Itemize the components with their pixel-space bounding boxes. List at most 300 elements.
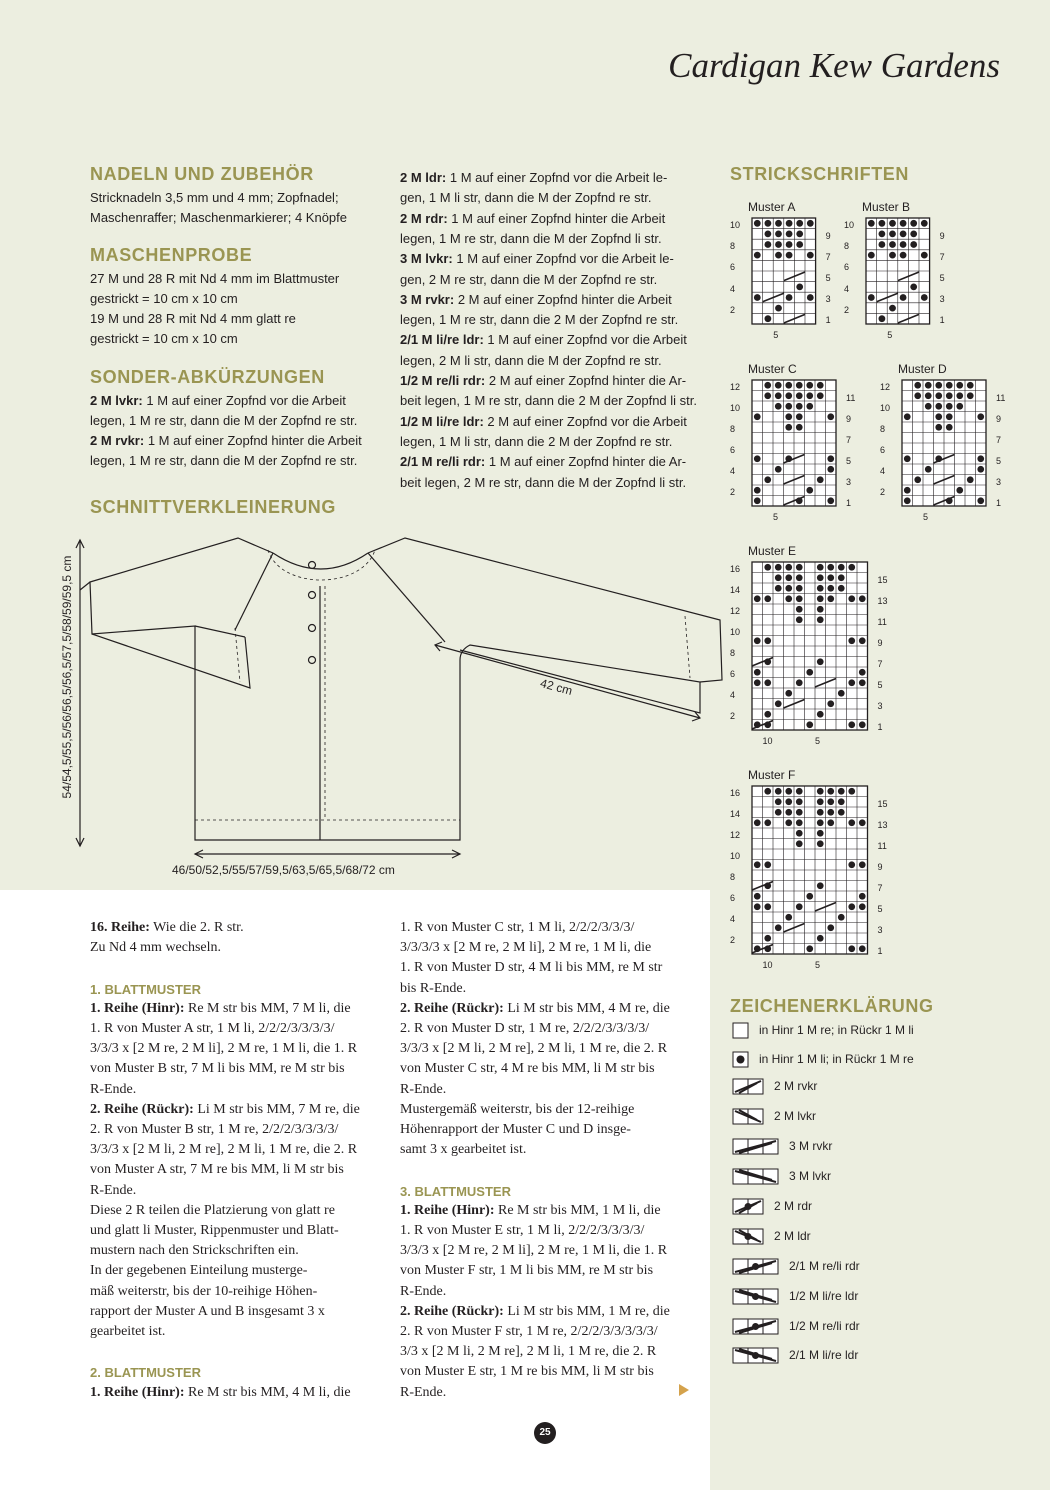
abbrev-item-line: legen, 1 M re str, dann die M der Zopfnd re str. [90,413,358,428]
chart-stitch-number: 5 [887,330,893,340]
chart-row-number: 15 [877,574,888,585]
purl-dot [775,466,782,473]
instruction-line: Mustergemäß weiterstr, bis der 12-reihige [400,1101,635,1117]
chart-row-number: 10 [730,627,741,637]
purl-dot [935,424,942,431]
purl-dot [775,231,782,238]
purl-dot [827,819,834,826]
purl-dot [910,241,917,248]
chart-row-number: 2 [730,711,736,721]
chart-title: Muster F [748,768,796,782]
cable-12-ldr-icon [732,1288,779,1305]
cable-2m-lvkr-icon [732,1108,764,1125]
instruction-line: 1. Reihe (Hinr): Re M str bis MM, 1 M li, die [400,1202,661,1218]
purl-dot [925,466,932,473]
purl-dot [935,403,942,410]
chart-row-number: 4 [844,283,850,294]
chart-row-number: 9 [996,413,1002,424]
chart-row-number: 9 [846,413,852,424]
purl-dot [868,220,875,227]
needles-heading: NADELN UND ZUBEHÖR [90,164,314,184]
chart-grid [751,217,817,325]
instruction-line: von Muster C str, 4 M re bis MM, li M str bis [400,1061,655,1077]
chart-row-number: 7 [877,882,883,893]
chart-row-number: 2 [730,304,736,315]
purl-dot [764,679,771,686]
purl-dot [817,392,824,399]
purl-dot [764,861,771,868]
instruction-heading: 3. BLATTMUSTER [400,1183,511,1199]
purl-dot [764,819,771,826]
abbrev-item: 2 M lvkr: 1 M auf einer Zopfnd vor die Arbeit [90,393,346,408]
chart-stitch-number: 5 [773,512,779,522]
purl-dot [946,413,953,420]
purl-dot [859,903,866,910]
chart-row-number: 13 [877,819,888,830]
purl-dot [806,403,813,410]
purl-dot [904,455,911,462]
chart-row-number: 2 [730,487,736,497]
chart-stitch-number: 5 [815,960,821,970]
purl-dot [848,945,855,952]
purl-dot [806,382,813,389]
chart-row-number: 16 [730,564,741,574]
purl-dot [786,231,793,238]
purl-dot [817,819,824,826]
continue-arrow-icon [679,1384,689,1396]
purl-dot [967,476,974,483]
purl-dot [859,893,866,900]
purl-dot [879,231,886,238]
chart-row-number: 3 [825,294,831,305]
purl-dot [775,220,782,227]
chart-row-number: 1 [846,497,852,508]
purl-dot [827,924,834,931]
chart-row-number: 9 [825,230,831,241]
purl-dot [785,424,792,431]
chart-row-number: 1 [877,721,883,732]
purl-dot [785,564,792,571]
purl-dot [764,382,771,389]
instruction-line: R-Ende. [400,1081,447,1097]
purl-dot [967,382,974,389]
chart-row-number: 5 [939,273,945,283]
purl-dot [796,679,803,686]
charts-heading: STRICKSCHRIFTEN [730,164,909,184]
purl-dot [935,382,942,389]
purl-dot [879,220,886,227]
page-title: Cardigan Kew Gardens [668,46,1000,85]
purl-dot [817,788,824,795]
chart-row-number: 11 [877,840,887,851]
purl-dot [889,305,896,312]
chart-row-number: 5 [996,455,1002,466]
purl-dot [848,861,855,868]
purl-dot [817,658,824,665]
chart-row-number: 3 [846,476,852,487]
purl-dot [796,830,803,837]
chart-row-number: 6 [880,445,886,455]
purl-dot [786,220,793,227]
purl-dot [796,616,803,623]
cable-2m-rdr-icon [732,1198,764,1215]
instruction-line: 1. R von Muster E str, 1 M li, 2/2/2/3/3/3/3/ [400,1223,645,1238]
chart-row-number: 10 [844,220,855,230]
purl-dot [796,809,803,816]
purl-dot [921,220,928,227]
purl-dot [879,241,886,248]
gauge-heading: MASCHENPROBE [90,245,253,265]
purl-dot [806,392,813,399]
purl-dot [910,220,917,227]
purl-dot [977,413,984,420]
purl-dot [977,466,984,473]
purl-dot [807,252,814,259]
instruction-line: mustern nach den Strickschriften ein. [90,1243,299,1259]
legend-label: 3 M rvkr [789,1139,833,1153]
chart-row-number: 6 [730,669,736,679]
abbrev2-item-line: legen, 1 M re str, dann die 2 M der Zopfnd re str. [400,312,679,328]
purl-dot [754,669,761,676]
chart-row-number: 13 [877,595,888,606]
purl-dot [754,413,761,420]
purl-dot [925,382,932,389]
chart-row-number: 10 [730,220,741,230]
purl-dot [977,455,984,462]
purl-dot [796,564,803,571]
instruction-heading: 1. BLATTMUSTER [90,981,201,997]
purl-dot [806,669,813,676]
length-label: 54/54,5/55,5/56/56,5/56,5/57,5/58/59/59,5 cm [60,555,74,799]
purl-dot [807,220,814,227]
chart-row-number: 10 [730,403,741,413]
purl-dot [806,893,813,900]
purl-dot [967,392,974,399]
page-number: 25 [534,1422,556,1444]
purl-dot [775,382,782,389]
purl-dot [796,798,803,805]
purl-dot [827,497,834,504]
purl-dot [765,241,772,248]
instruction-line: 1. R von Muster D str, 4 M li bis MM, re M str [400,960,663,976]
instruction-line: Höhenrapport der Muster C und D insge- [400,1122,631,1137]
purl-dot [838,564,845,571]
chart-row-number: 4 [880,466,886,476]
cable-21-ldr-icon [732,1347,779,1364]
purl-dot [900,231,907,238]
abbrev2-item: 1/2 M li/re ldr: 2 M auf einer Zopfnd vor die Arbeit [400,413,687,429]
cable-3m-rvkr-icon [732,1138,779,1155]
purl-dot [796,788,803,795]
purl-dot [775,574,782,581]
purl-dot [765,315,772,322]
purl-dot [786,294,793,301]
purl-dot [764,637,771,644]
chart-row-number: 1 [877,945,883,956]
instruction-heading: 2. BLATTMUSTER [90,1365,201,1381]
instruction-line: von Muster B str, 7 M li bis MM, re M str bis [90,1061,345,1077]
purl-dot [775,924,782,931]
purl-dot [817,606,824,613]
abbrev-heading: SONDER-ABKÜRZUNGEN [90,367,325,387]
abbrev2-item: 2 M rdr: 1 M auf einer Zopfnd hinter die Arbeit [400,210,666,226]
purl-dot [859,679,866,686]
instruction-line: Diese 2 R teilen die Platzierung von glatt re [90,1202,335,1218]
instruction-line: 2. R von Muster B str, 1 M re, 2/2/2/3/3/3/3/ [90,1122,339,1137]
purl-dot [796,382,803,389]
purl-dot [764,935,771,942]
legend-label: 1/2 M re/li rdr [789,1319,860,1333]
legend-label: in Hinr 1 M li; in Rückr 1 M re [759,1052,914,1066]
purl-dot [817,585,824,592]
instruction-line: 2. R von Muster F str, 1 M re, 2/2/2/3/3/3/3/3/ [400,1324,658,1339]
chart-row-number: 9 [877,637,883,648]
chart-row-number: 12 [730,382,741,392]
chart-row-number: 7 [877,658,883,669]
purl-dot [946,392,953,399]
filled-dot-square-icon [732,1051,749,1068]
cable-21-rdr-icon [732,1258,779,1275]
legend-label: 1/2 M li/re ldr [789,1289,859,1303]
chart-row-number: 12 [730,606,741,616]
chart-row-number: 2 [730,935,736,945]
chart-row-number: 8 [730,424,736,434]
purl-dot [859,721,866,728]
purl-dot [914,382,921,389]
purl-dot [827,585,834,592]
purl-dot [946,382,953,389]
instruction-line: mäß weiterstr, bis der 10-reihige Höhen- [90,1283,318,1299]
purl-dot [859,945,866,952]
purl-dot [904,413,911,420]
chart-row-number: 1 [825,315,831,326]
chart-row-number: 5 [877,903,883,914]
purl-dot [889,252,896,259]
purl-dot [775,788,782,795]
chart-row-number: 4 [730,914,736,924]
legend-heading: ZEICHENERKLÄRUNG [730,996,934,1016]
purl-dot [817,476,824,483]
purl-dot [765,231,772,238]
purl-dot [921,252,928,259]
instruction-line: 1. Reihe (Hinr): Re M str bis MM, 7 M li, die [90,1000,351,1016]
purl-dot [956,392,963,399]
instruction-line: samt 3 x gearbeitet ist. [400,1142,527,1158]
chart-row-number: 12 [730,830,741,840]
purl-dot [775,798,782,805]
abbrev2-item: 2/1 M li/re ldr: 1 M auf einer Zopfnd vor die Arbeit [400,332,687,348]
chart-row-number: 4 [730,466,736,476]
purl-dot [827,564,834,571]
chart-stitch-number: 5 [815,736,821,746]
chart-row-number: 8 [730,241,736,252]
chart-row-number: 6 [730,445,736,455]
instruction-line: von Muster E str, 1 M re bis MM, li M str bis [400,1364,654,1380]
instruction-line: In der gegebenen Einteilung musterge- [90,1263,308,1279]
abbrev2-item-line: legen, 2 M li str, dann die M der Zopfnd re str. [400,352,662,368]
cable-2m-ldr-icon [732,1228,764,1245]
chart-stitch-number: 10 [762,960,773,970]
purl-dot [785,403,792,410]
chart-row-number: 7 [939,251,945,262]
chart-row-number: 5 [825,273,831,283]
purl-dot [775,305,782,312]
chart-title: Muster C [748,362,797,376]
purl-dot [879,315,886,322]
purl-dot [827,809,834,816]
purl-dot [775,252,782,259]
chart-row-number: 8 [730,872,736,882]
purl-dot [775,403,782,410]
purl-dot [785,798,792,805]
purl-dot [889,241,896,248]
purl-dot [764,476,771,483]
purl-dot [910,284,917,291]
purl-dot [904,497,911,504]
chart-stitch-number: 5 [773,330,779,340]
instruction-line: 3/3 x [2 M li, 2 M re], 2 M li, 1 M re, die 2. R [400,1344,657,1360]
purl-dot [935,392,942,399]
purl-dot [796,284,803,291]
instruction-line: 16. Reihe: Wie die 2. R str. [90,920,244,935]
purl-dot [827,595,834,602]
chart-row-number: 14 [730,809,741,819]
purl-dot [754,893,761,900]
purl-dot [838,585,845,592]
purl-dot [900,220,907,227]
chart-row-number: 6 [730,893,736,903]
purl-dot [775,809,782,816]
empty-square-icon [732,1022,749,1039]
width-label: 46/50/52,5/55/57/59,5/63,5/65,5/68/72 cm [172,863,395,877]
gauge-line-1: 27 M und 28 R mit Nd 4 mm im Blattmuster [90,271,340,286]
purl-dot [946,424,953,431]
chart-title: Muster A [748,200,796,214]
abbrev-item: 2 M rvkr: 1 M auf einer Zopfnd hinter die Arbeit [90,433,362,448]
purl-dot [754,487,761,494]
purl-dot [765,220,772,227]
chart-row-number: 3 [877,924,883,935]
purl-dot [775,585,782,592]
purl-dot [785,819,792,826]
purl-dot [848,679,855,686]
sleeve-length-label: 42 cm [538,676,574,698]
purl-dot [956,382,963,389]
chart-row-number: 4 [730,690,736,700]
purl-dot [786,252,793,259]
chart-row-number: 8 [880,424,886,434]
purl-dot [754,220,761,227]
purl-dot [946,403,953,410]
instruction-line: R-Ende. [400,1283,447,1299]
purl-dot [796,220,803,227]
purl-dot [764,595,771,602]
purl-dot [817,564,824,571]
purl-dot [785,585,792,592]
purl-dot [754,497,761,504]
chart-row-number: 5 [877,679,883,690]
chart-row-number: 11 [846,392,856,403]
chart-row-number: 14 [730,585,741,595]
purl-dot [796,574,803,581]
purl-dot [785,788,792,795]
legend-label: 2 M rvkr [774,1079,818,1093]
instruction-line: gearbeitet ist. [90,1324,166,1339]
chart-row-number: 10 [730,851,741,861]
schematic-heading: SCHNITTVERKLEINERUNG [90,497,337,517]
purl-dot [754,861,761,868]
instruction-line: R-Ende. [90,1182,137,1198]
purl-dot [848,595,855,602]
abbrev2-item: 1/2 M re/li rdr: 2 M auf einer Zopfnd hinter die Ar- [400,373,687,388]
purl-dot [817,382,824,389]
legend-label: in Hinr 1 M re; in Rückr 1 M li [759,1023,914,1037]
purl-dot [796,403,803,410]
chart-title: Muster E [748,544,797,558]
purl-dot [838,809,845,816]
purl-dot [817,616,824,623]
purl-dot [796,392,803,399]
purl-dot [914,476,921,483]
purl-dot [785,690,792,697]
purl-dot [827,455,834,462]
chart-row-number: 7 [825,251,831,262]
purl-dot [754,595,761,602]
purl-dot [868,252,875,259]
abbrev2-item: 2/1 M re/li rdr: 1 M auf einer Zopfnd hinter die Ar- [400,454,687,470]
chart-row-number: 2 [844,304,850,315]
purl-dot [900,294,907,301]
purl-dot [796,231,803,238]
legend-label: 2 M rdr [774,1199,813,1213]
purl-dot [925,403,932,410]
chart-row-number: 6 [844,262,850,273]
purl-dot [827,798,834,805]
instruction-line: 3/3/3 x [2 M li, 2 M re], 2 M li, 1 M re, die 2. R [400,1041,668,1057]
instruction-line: Zu Nd 4 mm wechseln. [90,940,222,956]
purl-dot [785,809,792,816]
chart-row-number: 16 [730,788,741,798]
chart-grid [901,379,987,507]
purl-dot [806,721,813,728]
chart-row-number: 8 [730,648,736,658]
purl-dot [859,861,866,868]
purl-dot [848,637,855,644]
purl-dot [956,403,963,410]
instruction-line: R-Ende. [90,1081,137,1097]
purl-dot [838,690,845,697]
cable-12-rdr-icon [732,1318,779,1335]
purl-dot [785,413,792,420]
chart-grid [751,379,837,507]
chart-row-number: 7 [996,434,1002,445]
purl-dot [796,424,803,431]
cable-3m-lvkr-icon [732,1168,779,1185]
purl-dot [848,819,855,826]
chart-stitch-number: 10 [762,736,773,746]
chart-row-number: 8 [844,241,850,252]
needles-line-1: Stricknadeln 3,5 mm und 4 mm; Zopfnadel; [90,190,339,205]
chart-row-number: 12 [880,382,891,392]
abbrev2-item: 3 M lvkr: 1 M auf einer Zopfnd vor die Arbeit le- [400,251,674,267]
purl-dot [764,711,771,718]
purl-dot [956,487,963,494]
purl-dot [859,595,866,602]
cardigan-schematic [40,520,730,890]
purl-dot [859,669,866,676]
chart-row-number: 15 [877,798,888,809]
purl-dot [827,466,834,473]
